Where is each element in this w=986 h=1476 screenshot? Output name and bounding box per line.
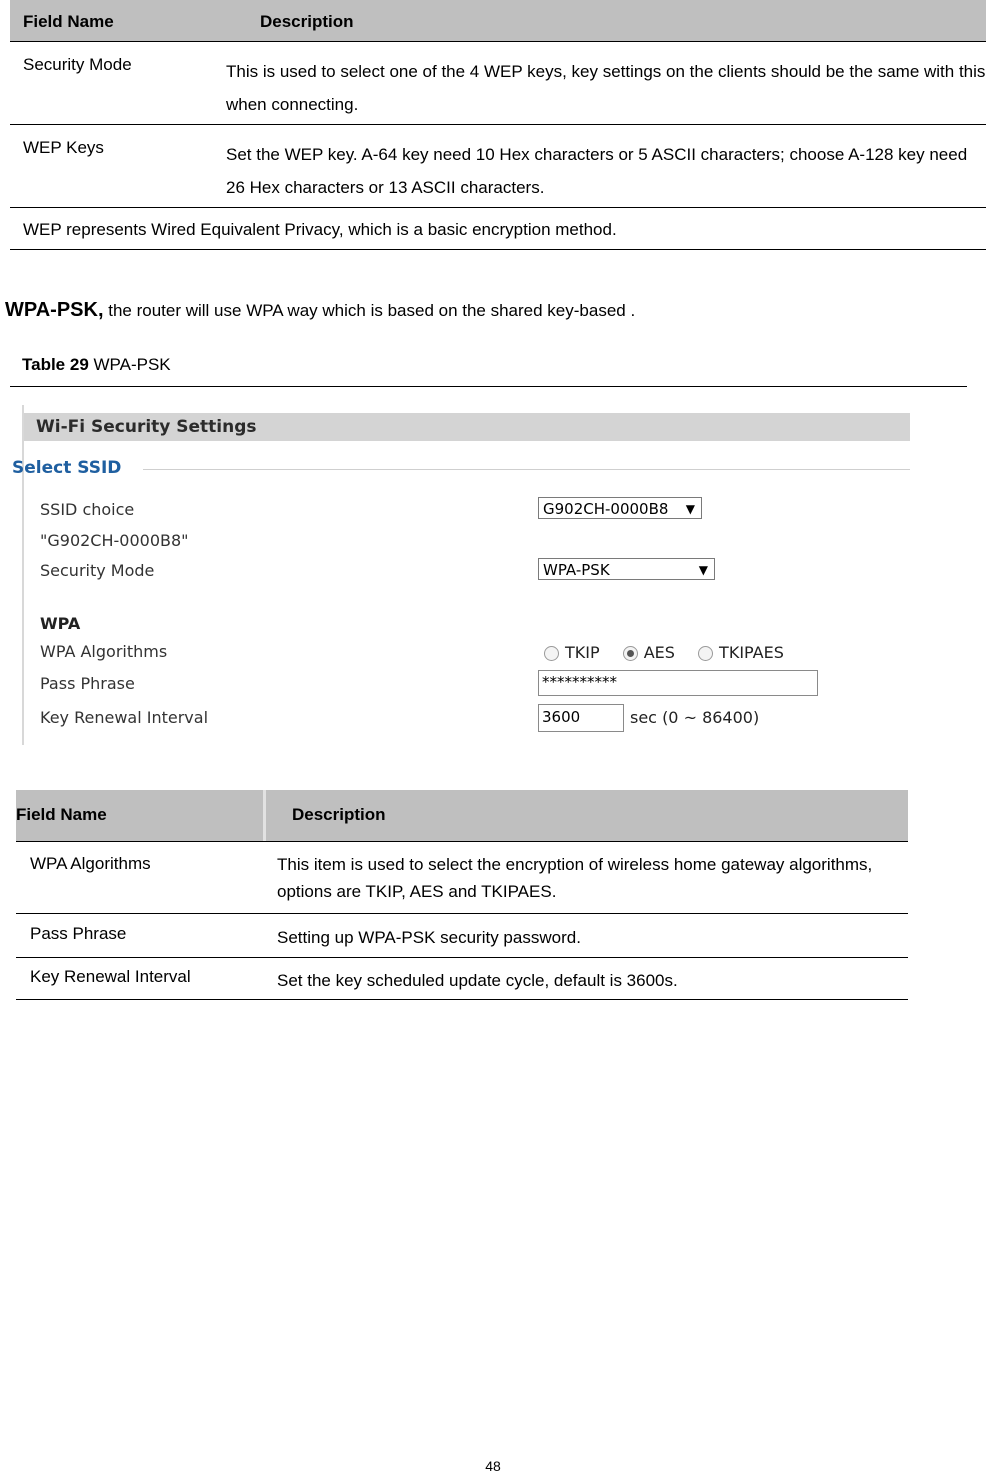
ssid-choice-select[interactable]	[538, 497, 702, 519]
wep-field-table	[10, 0, 986, 250]
section-divider	[143, 469, 910, 470]
caption-label: Table 29	[22, 355, 89, 374]
wpa-psk-text: the router will use WPA way which is based on the shared key-based .	[103, 301, 636, 320]
header-description: Description	[260, 12, 354, 31]
table-header	[16, 790, 908, 842]
dropdown-arrow-icon: ▼	[698, 563, 708, 577]
select-ssid-heading: Select SSID	[12, 458, 122, 478]
description-cell: This is used to select one of the 4 WEP keys, key settings on the clients should be the same with this when connecting.	[226, 62, 986, 114]
header-field-name: Field Name	[16, 805, 107, 824]
security-mode-select[interactable]	[538, 558, 715, 580]
ssid-name-label: "G902CH-0000B8"	[40, 531, 189, 550]
header-description: Description	[292, 805, 386, 824]
field-name-cell: Security Mode	[23, 55, 132, 74]
table-row	[10, 125, 986, 208]
table-row	[16, 842, 908, 914]
wpa-psk-field-table	[16, 790, 908, 1000]
radio-button-selected-icon[interactable]	[623, 646, 638, 661]
wpa-algorithms-radio-group	[544, 642, 802, 662]
radio-option-aes[interactable]	[623, 643, 675, 662]
table-header	[10, 0, 986, 42]
security-mode-value: WPA-PSK	[543, 561, 610, 579]
field-name-cell: WEP Keys	[23, 138, 104, 157]
table-row	[16, 958, 908, 1000]
table-note-row	[10, 208, 986, 250]
caption-text: WPA-PSK	[88, 355, 171, 374]
key-renewal-unit: sec (0 ~ 86400)	[630, 708, 760, 727]
wifi-security-settings-screenshot	[10, 405, 910, 745]
wep-note: WEP represents Wired Equivalent Privacy, which is a basic encryption method.	[23, 220, 617, 239]
description-cell: This item is used to select the encryption of wireless home gateway algorithms, options are TKIP, AES and TKIPAES.	[277, 855, 873, 901]
ssid-choice-value: G902CH-0000B8	[543, 500, 669, 518]
radio-option-tkip[interactable]	[544, 643, 600, 662]
table-row	[10, 42, 986, 125]
security-mode-label: Security Mode	[40, 561, 155, 580]
field-name-cell: Key Renewal Interval	[30, 967, 191, 986]
radio-label: AES	[643, 643, 675, 662]
pass-phrase-label: Pass Phrase	[40, 674, 135, 693]
key-renewal-input[interactable]: 3600	[538, 704, 624, 732]
description-cell: Set the key scheduled update cycle, default is 3600s.	[277, 971, 678, 990]
dropdown-arrow-icon: ▼	[685, 502, 695, 516]
description-cell: Set the WEP key. A-64 key need 10 Hex characters or 5 ASCII characters; choose A-128 key need 26 Hex characters or 13 ASCII characters.	[226, 145, 968, 197]
radio-label: TKIP	[565, 643, 600, 662]
radio-option-tkipaes[interactable]	[698, 643, 784, 662]
radio-button-icon[interactable]	[698, 646, 713, 661]
description-cell: Setting up WPA-PSK security password.	[277, 928, 581, 947]
key-renewal-label: Key Renewal Interval	[40, 708, 209, 727]
panel-title: Wi-Fi Security Settings	[24, 413, 910, 441]
header-field-name: Field Name	[23, 12, 114, 31]
page-number: 48	[485, 1458, 501, 1474]
wpa-psk-paragraph	[5, 299, 635, 322]
field-name-cell: WPA Algorithms	[30, 854, 151, 873]
table-row	[16, 914, 908, 958]
ssid-choice-label: SSID choice	[40, 500, 135, 519]
table-caption	[22, 355, 171, 375]
radio-label: TKIPAES	[719, 643, 784, 662]
radio-button-icon[interactable]	[544, 646, 559, 661]
wpa-section-heading: WPA	[40, 614, 81, 633]
caption-divider	[10, 386, 967, 387]
wpa-algorithms-label: WPA Algorithms	[40, 642, 168, 661]
field-name-cell: Pass Phrase	[30, 924, 127, 943]
header-divider	[263, 790, 266, 841]
wpa-psk-term: WPA-PSK,	[5, 299, 104, 321]
pass-phrase-input[interactable]: **********	[538, 670, 818, 696]
panel-border	[22, 405, 24, 745]
